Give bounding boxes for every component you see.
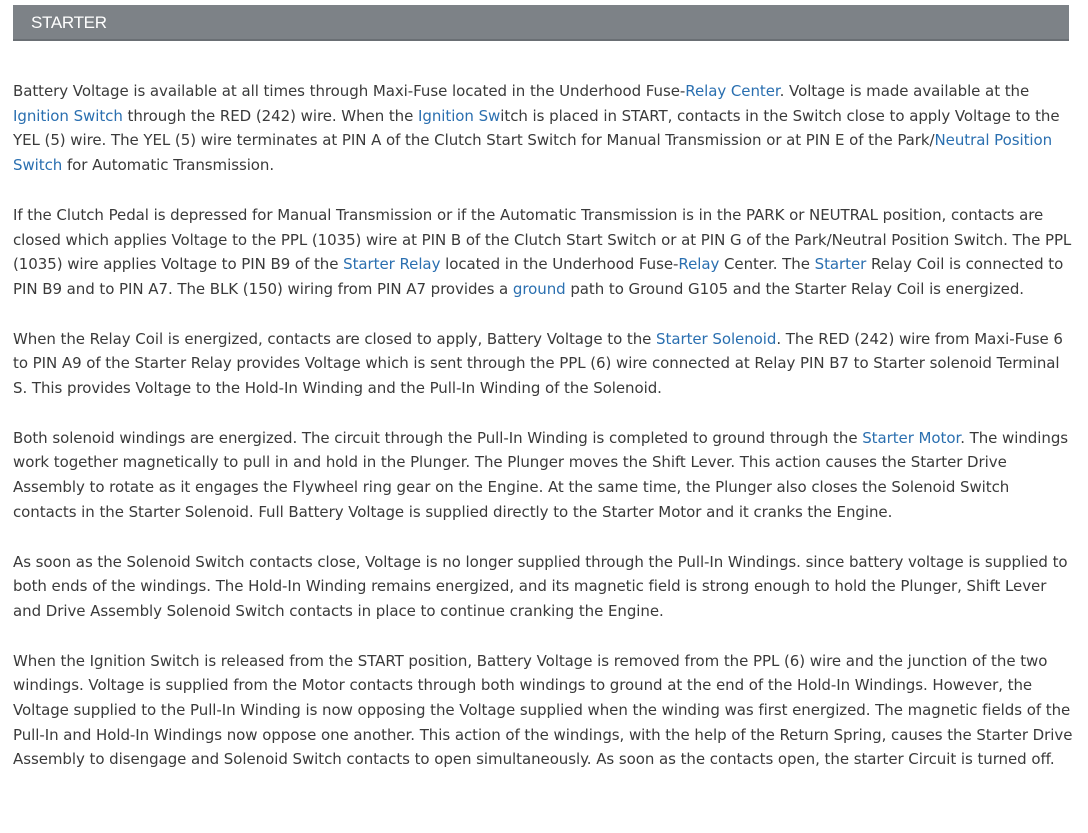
paragraph bbox=[13, 550, 1075, 624]
section-title: STARTER bbox=[31, 13, 107, 32]
paragraph-text: path to Ground G105 and the Starter Relay Coil is energized. bbox=[565, 279, 1024, 298]
paragraph-text: located in the Underhood Fuse- bbox=[440, 255, 679, 274]
paragraph-text: for Automatic Transmission. bbox=[62, 156, 275, 175]
paragraph-text: . Voltage is made available at the bbox=[779, 82, 1030, 100]
section-header bbox=[13, 5, 1069, 41]
paragraph bbox=[13, 79, 1075, 178]
link-neutral-position-switch[interactable]: Neutral Position Switch bbox=[13, 131, 1053, 175]
link-ground[interactable]: ground bbox=[512, 279, 566, 298]
paragraph-text: As soon as the Solenoid Switch contacts close, Voltage is no longer supplied through the Pull-In Windings. since battery voltage is supplied to both ends of the windings. The Hold-In Winding remains energized, and its magnetic field is strong enough to hold the Plunger, Shift Lever and Drive Assembly Solenoid Switch contacts in place to continue cranking the Engine. bbox=[13, 552, 1068, 620]
link-starter-relay[interactable]: Starter Relay bbox=[343, 255, 441, 274]
article-body bbox=[13, 79, 1075, 797]
paragraph bbox=[13, 203, 1075, 302]
paragraph-text: Relay Coil is connected to PIN B9 and to PIN A7. The BLK (150) wiring from PIN A7 provides a bbox=[13, 255, 1064, 298]
paragraph-text: Both solenoid windings are energized. The circuit through the Pull-In Winding is completed to ground through the bbox=[13, 428, 863, 447]
paragraph bbox=[13, 426, 1075, 525]
paragraph-text: Center. The bbox=[719, 255, 815, 274]
paragraph bbox=[13, 649, 1075, 773]
paragraph-text: Battery Voltage is available at all times through Maxi-Fuse located in the Underhood Fuse- bbox=[13, 82, 686, 100]
link-ignition-switch-2[interactable]: Ignition Sw bbox=[418, 106, 501, 125]
link-relay[interactable]: Relay bbox=[678, 255, 720, 274]
link-starter-motor[interactable]: Starter Motor bbox=[862, 428, 961, 447]
paragraph-text: When the Ignition Switch is released from the START position, Battery Voltage is removed from the PPL (6) wire and the junction of the two windings. Voltage is supplied from the Motor contacts through both windings to ground at the end of the Hold-In Windings. However, the Voltage supplied to the Pull-In Winding is now opposing the Voltage supplied when the winding was first energized. The magnetic fields of the Pull-In and Hold-In Windings now oppose one another. This action of the windings, with the help of the Return Spring, causes the Starter Drive Assembly to disengage and Solenoid Switch contacts to open simultaneously. As soon as the contacts open, the starter Circuit is turned off. bbox=[13, 651, 1073, 769]
link-ignition-switch[interactable]: Ignition Switch bbox=[13, 106, 123, 125]
link-relay-center[interactable]: Relay Center bbox=[685, 82, 780, 100]
paragraph-text: through the RED (242) wire. When the bbox=[122, 106, 418, 125]
paragraph bbox=[13, 327, 1075, 401]
paragraph-text: itch is placed in START, contacts in the Switch close to apply Voltage to the YEL (5) wire. The YEL (5) wire terminates at PIN A of the Clutch Start Switch for Manual Transmission or at PIN E of the Park/ bbox=[13, 106, 1060, 150]
paragraph-text: . The RED (242) wire from Maxi-Fuse 6 to PIN A9 of the Starter Relay provides Voltage which is sent through the PPL (6) wire connected at Relay PIN B7 to Starter solenoid Terminal S. This provides Voltage to the Hold-In Winding and the Pull-In Winding of the Solenoid. bbox=[13, 329, 1063, 398]
link-starter-solenoid[interactable]: Starter Solenoid bbox=[656, 329, 777, 348]
paragraph-text: . The windings work together magnetically to pull in and hold in the Plunger. The Plunger moves the Shift Lever. This action causes the Starter Drive Assembly to rotate as it engages the Flywheel ring gear on the Engine. At the same time, the Plunger also closes the Solenoid Switch contacts in the Starter Solenoid. Full Battery Voltage is supplied directly to the Starter Motor and it cranks the Engine. bbox=[13, 428, 1069, 521]
link-starter[interactable]: Starter bbox=[814, 255, 867, 274]
paragraph-text: If the Clutch Pedal is depressed for Manual Transmission or if the Automatic Transmission is in the PARK or NEUTRAL position, contacts are closed which applies Voltage to the PPL (1035) wire at PIN B of the Clutch Start Switch or at PIN G of the Park/Neutral Position Switch. The PPL (1035) wire applies Voltage to PIN B9 of the bbox=[13, 205, 1072, 274]
paragraph-text: When the Relay Coil is energized, contacts are closed to apply, Battery Voltage to the bbox=[13, 329, 657, 348]
